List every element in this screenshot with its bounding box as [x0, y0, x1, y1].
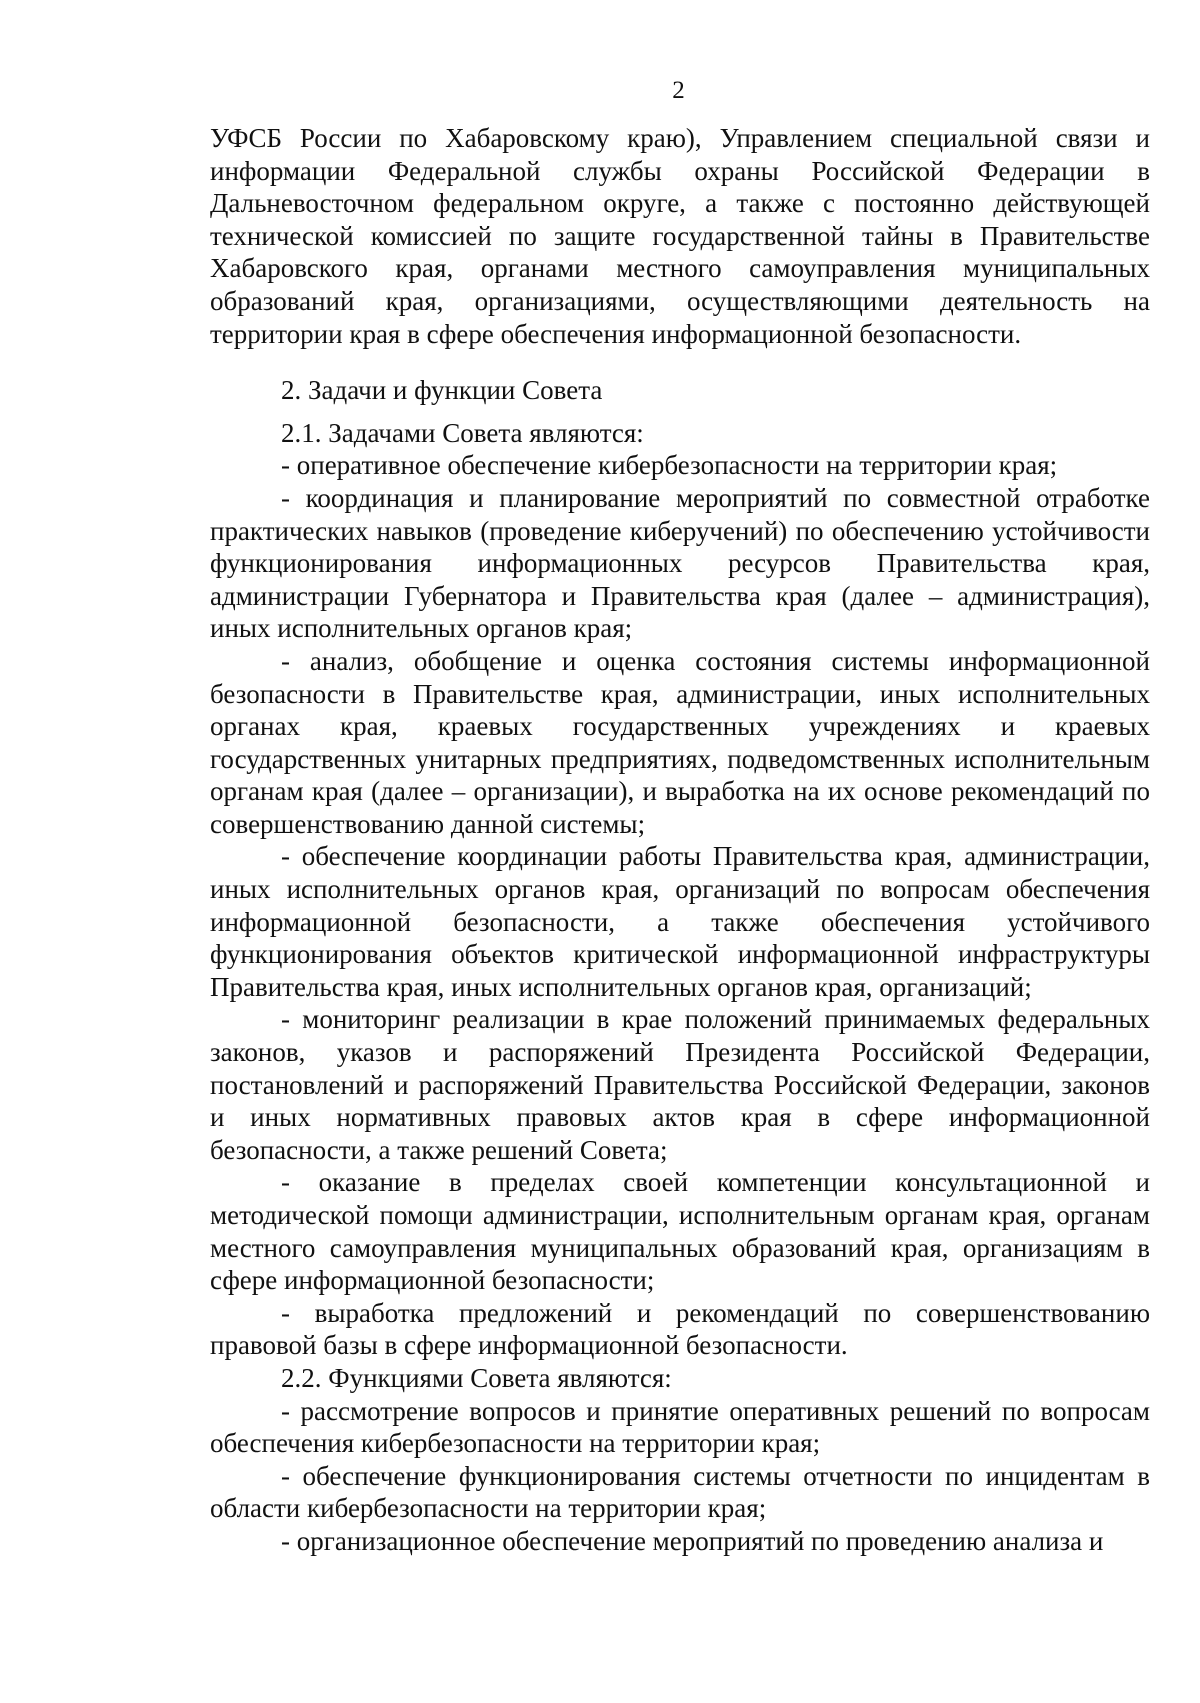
list-item: - обеспечение координации работы Правительства края, администрации, иных исполнительных органов края, организаций по вопросам обеспечения информационной безопасности, а также обеспечения устойчивого функционирования объектов критической информационной инфраструктуры Правительства края, иных исполнительных органов края, организаций;	[210, 841, 1150, 1002]
list-item: - оперативное обеспечение кибербезопасности на территории края;	[281, 450, 1058, 481]
list-item: - координация и планирование мероприятий по совместной отработке практических навыков (проведение киберучений) по обеспечению устойчивости функционирования информационных ресурсов Правительства края, администрации Губернатора и Правительства края (далее – администрация), иных исполнительных органов края;	[210, 482, 1150, 644]
subsection-heading: 2.1. Задачами Совета являются:	[281, 417, 644, 448]
list-item: - анализ, обобщение и оценка состояния системы информационной безопасности в Правительстве края, администрации, иных исполнительных органах края, краевых государственных учреждениях и краевых государственных унитарных предприятиях, подведомственных исполнительным органам края (далее – организации), и выработка на их основе рекомендаций по совершенствованию данной системы;	[210, 645, 1150, 839]
list-item: - выработка предложений и рекомендаций по совершенствованию правовой базы в сфере информационной безопасности.	[210, 1297, 1150, 1361]
list-item: - организационное обеспечение мероприятий по проведению анализа и	[281, 1525, 1104, 1556]
list-item: - мониторинг реализации в крае положений принимаемых федеральных законов, указов и распоряжений Президента Российской Федерации, постановлений и распоряжений Правительства Российской Федерации, законов и иных нормативных правовых актов края в сфере информационной безопасности, а также решений Совета;	[210, 1004, 1150, 1165]
subsection-heading: 2.2. Функциями Совета являются:	[281, 1362, 672, 1393]
list-item: - оказание в пределах своей компетенции консультационной и методической помощи администрации, исполнительным органам края, органам местного самоуправления муниципальных образований края, организациям в сфере информационной безопасности;	[210, 1167, 1150, 1296]
list-item: - обеспечение функционирования системы отчетности по инцидентам в области кибербезопасности на территории края;	[210, 1460, 1150, 1524]
document-body	[210, 122, 1150, 1558]
page-number: 2	[672, 77, 685, 104]
section-heading: 2. Задачи и функции Совета	[281, 375, 603, 406]
list-item: - рассмотрение вопросов и принятие оперативных решений по вопросам обеспечения кибербезопасности на территории края;	[210, 1395, 1150, 1459]
paragraph-continuation: УФСБ России по Хабаровскому краю), Управлением специальной связи и информации Федеральной службы охраны Российской Федерации в Дальневосточном федеральном округе, а также с постоянно действующей технической комиссией по защите государственной тайны в Правительстве Хабаровского края, органами местного самоуправления муниципальных образований края, организациями, осуществляющими деятельность на территории края в сфере обеспечения информационной безопасности.	[210, 123, 1150, 349]
